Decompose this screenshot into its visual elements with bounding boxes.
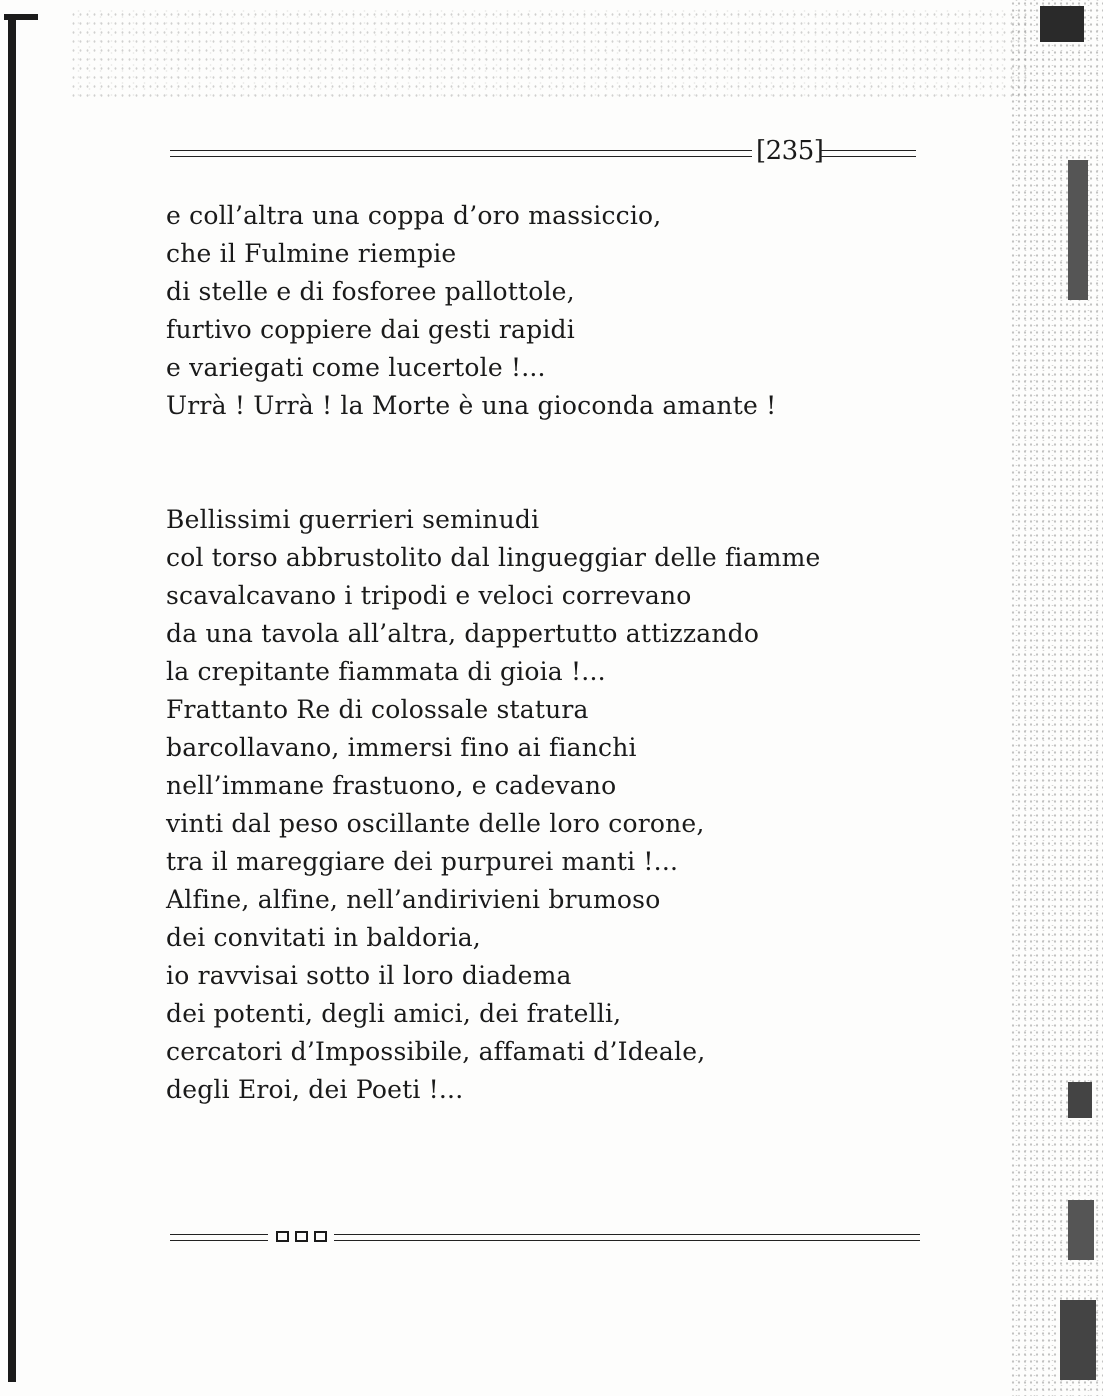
binding-shadow-top	[4, 14, 38, 20]
poem-line: la crepitante fiammata di gioia !...	[166, 657, 606, 686]
poem-line: col torso abbrustolito dal linguеggiar delle fiamme	[166, 543, 821, 572]
poem-line: Frattanto Re di colossale statura	[166, 695, 589, 724]
square-ornament-icon	[314, 1231, 327, 1242]
poem-line: Bellissimi guerrieri seminudi	[166, 505, 540, 534]
poem-line: vinti dal peso oscillante delle loro corone,	[166, 809, 705, 838]
poem-line: io ravvisai sotto il loro diadema	[166, 961, 572, 990]
poem-line: nell’immane frastuono, e cadevano	[166, 771, 617, 800]
poem-line: di stelle e di fosforee pallottole,	[166, 277, 575, 306]
poem-line: che il Fulmine riempie	[166, 239, 457, 268]
poem-line: scavalcavano i tripodi e veloci correvano	[166, 581, 692, 610]
page-number: [235]	[756, 136, 824, 166]
stanza-2	[166, 501, 821, 1109]
poem-line: e variegati come lucertole !...	[166, 353, 546, 382]
stanza-1	[166, 197, 776, 425]
square-ornament-icon	[276, 1231, 289, 1242]
scan-smudge	[1040, 6, 1084, 42]
poem-line: e coll’altra una coppa d’oro massiccio,	[166, 201, 662, 230]
page-footer	[170, 1229, 920, 1247]
poem-line: Urrà ! Urrà ! la Morte è una gioconda amante !	[166, 391, 777, 420]
scan-smudge	[1060, 1300, 1096, 1380]
poem-line: furtivo coppiere dai gesti rapidi	[166, 315, 575, 344]
page-header	[170, 138, 916, 164]
scan-smudge	[1068, 1200, 1094, 1260]
poem-line: tra il mareggiare dei purpurei manti !...	[166, 847, 679, 876]
scan-noise-top	[70, 10, 1030, 100]
footer-rule-right	[334, 1234, 920, 1241]
poem-line: degli Eroi, dei Poeti !...	[166, 1075, 464, 1104]
poem-line: da una tavola all’altra, dappertutto attizzando	[166, 619, 760, 648]
poem-line: dei convitati in baldoria,	[166, 923, 481, 952]
poem-line: cercatori d’Impossibile, affamati d’Ideale,	[166, 1037, 706, 1066]
footer-rule-left	[170, 1234, 268, 1241]
binding-shadow	[8, 18, 16, 1382]
poem-line: barcollavano, immersi fino ai fianchi	[166, 733, 637, 762]
square-ornament-icon	[295, 1231, 308, 1242]
scan-noise-right	[1010, 0, 1103, 1396]
scan-smudge	[1068, 160, 1088, 300]
header-rule-left	[170, 150, 752, 157]
header-rule-right	[820, 150, 916, 157]
scan-smudge	[1068, 1082, 1092, 1118]
poem-line: Alfine, alfine, nell’andirivieni brumoso	[166, 885, 661, 914]
poem-line: dei potenti, degli amici, dei fratelli,	[166, 999, 622, 1028]
